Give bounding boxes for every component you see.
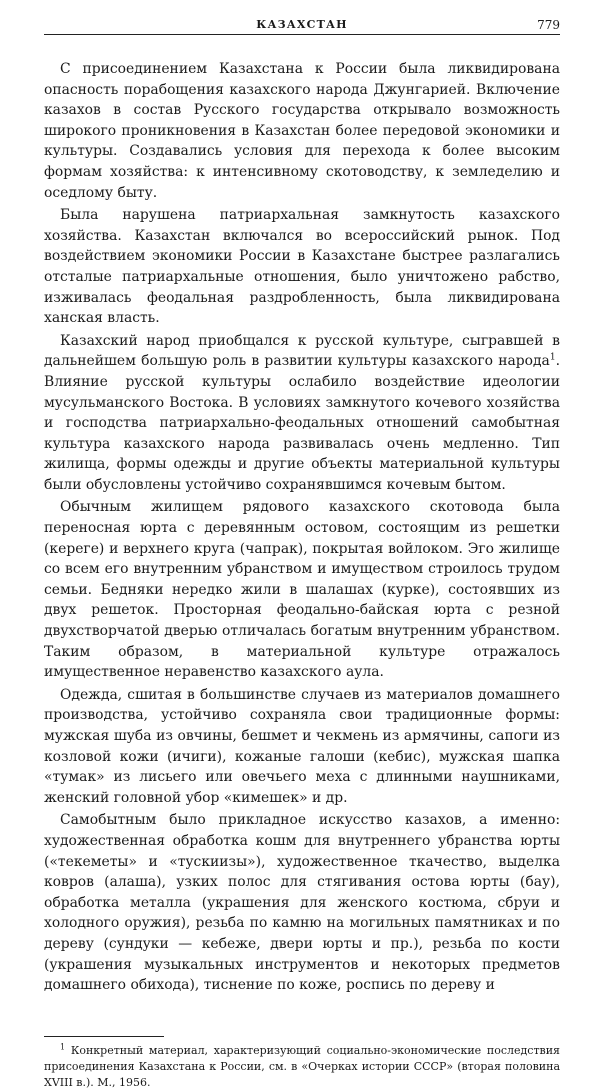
paragraph: Обычным жилищем рядового казахского скотовода была переносная юрта с деревянным остовом, состоящим из решетки (кереге) и верхнего круга (чапрак), покрытая войлоком. Эго жилище со всем его внутренним убранством и имуществом строилось трудом семьи. Бедняки нередко жили в шалашах (курке), состоявших из двух решеток. Просторная феодально-байская юрта с резной двухстворчатой дверью отличалась богатым внутренним убранством. Таким образом, в материальной культуре отражалось имущественное неравенство казахского аула. bbox=[44, 499, 560, 681]
paragraph-text: Казахский народ приобщался к русской культуре, сыгравшей в дальнейшем большую роль в развитии культуры казахского народа bbox=[44, 332, 560, 370]
paragraph-text: . Влияние русской культуры ослабило воздействие идеологии мусульманского Востока. В условиях замкнутого кочевого хозяйства и господства патриархально-феодальных отношений самобытная культура казахского народа развивалась очень медленно. Тип жилища, формы одежды и другие объекты материальной культуры были обусловлены устойчиво сохранявшимся кочевым бытом. bbox=[44, 353, 560, 493]
footnote bbox=[44, 1043, 560, 1091]
footnote-mark: 1 bbox=[60, 1042, 66, 1052]
paragraph: С присоединением Казахстана к России была ликвидирована опасность порабощения казахского народа Джунгарией. Включение казахов в состав Русского государства открывало возможность широкого проникновения в Казахстан более передовой экономики и культуры. Создавались условия для перехода к более высоким формам хозяйства: к интенсивному скотоводству, к земледелию и оседлому быту. bbox=[44, 61, 560, 201]
running-header bbox=[44, 12, 560, 35]
paragraph: Самобытным было прикладное искусство казахов, а именно: художественная обработка кошм для внутреннего убранства юрты («текеметы» и «тускиизы»), художественное ткачество, выделка ковров (алаша), узких полос для стягивания остова юрты (бау), обработка металла (украшения для женского костюма, сбруи и холодного оружия), резьба по камню на могильных памятниках и по дереву (сундуки — кебеже, двери юрты и пр.), резьба по кости (украшения музыкальных инструментов и некоторых предметов домашнего обихода), тиснение по коже, роспись по дереву и bbox=[44, 812, 560, 994]
footnote-divider bbox=[44, 1036, 164, 1037]
paragraph-with-footnote-ref bbox=[44, 331, 560, 496]
footnote-text: Конкретный материал, характеризующий социально-экономические последствия присоединения Казахстана к России, см. в «Очерках истории СССР» (вторая половина XVIII в.). М., 1956. bbox=[44, 1043, 560, 1089]
running-title: КАЗАХСТАН bbox=[256, 18, 348, 31]
footnote-reference: 1 bbox=[549, 352, 556, 363]
body-text bbox=[44, 59, 560, 996]
page-number: 779 bbox=[537, 18, 560, 32]
paragraph: Одежда, сшитая в большинстве случаев из материалов домашнего производства, устойчиво сохраняла свои традиционные формы: мужская шуба из овчины, бешмет и чекмень из армячины, сапоги из козловой кожи (ичиги), кожаные галоши (кебис), мужская шапка «тумак» из лисьего или овечьего меха с длинными наушниками, женский головной убор «кимешек» и др. bbox=[44, 686, 560, 806]
paragraph: Была нарушена патриархальная замкнутость казахского хозяйства. Казахстан включался во всероссийский рынок. Под воздействием экономики России в Казахстане быстрее разлагались отсталые патриархальные отношения, было уничтожено рабство, изживалась феодальная раздробленность, была ликвидирована ханская власть. bbox=[44, 207, 560, 327]
